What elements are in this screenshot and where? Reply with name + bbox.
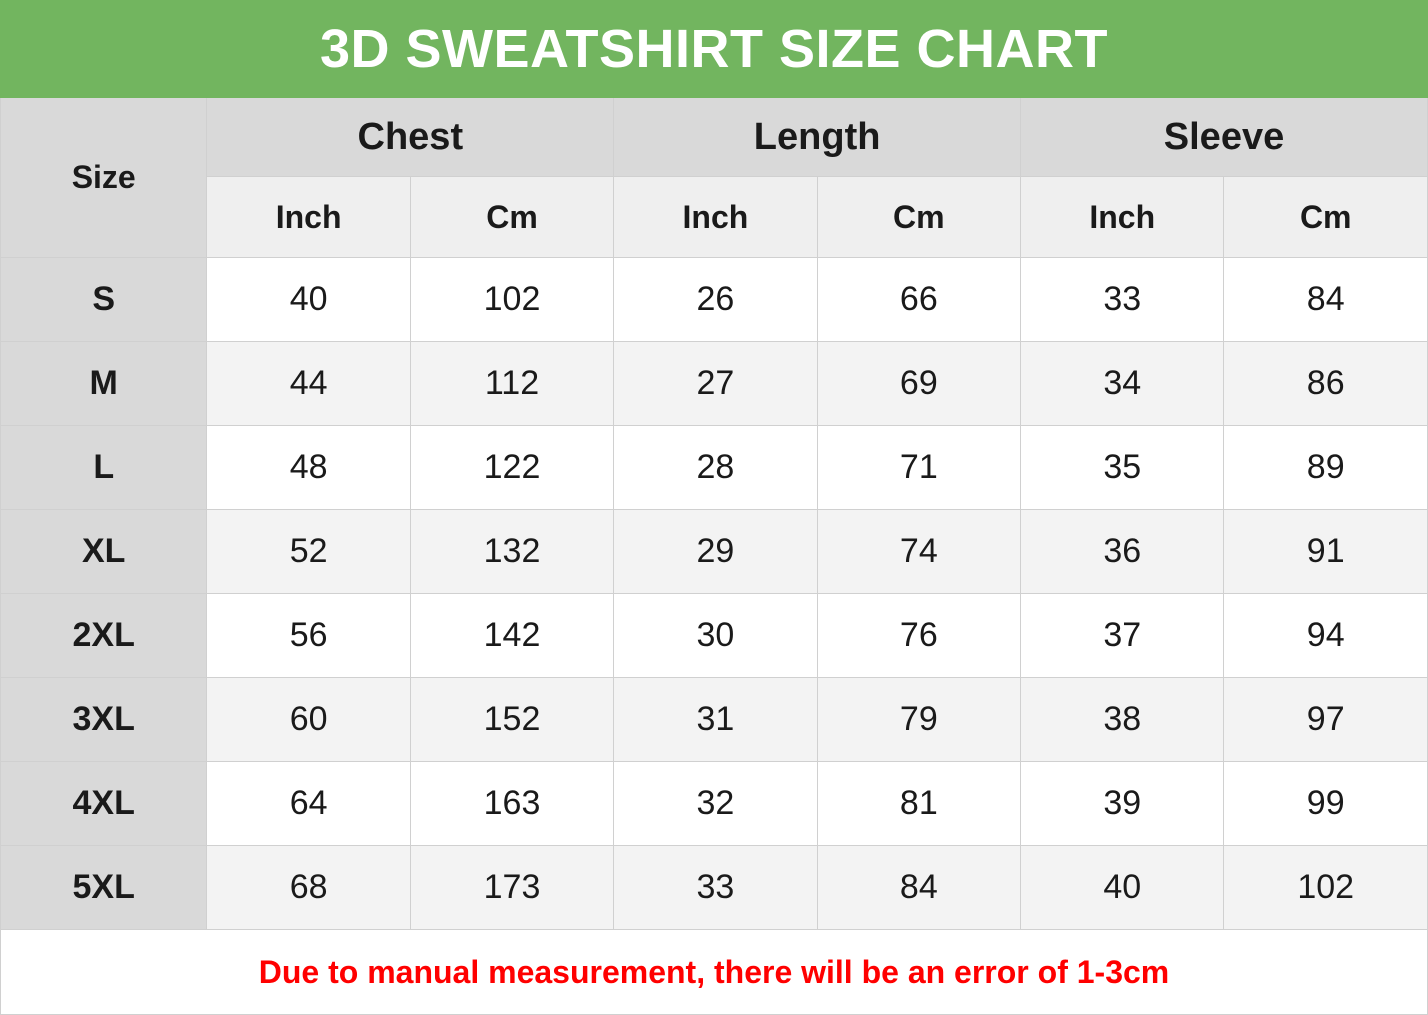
row-label: L bbox=[1, 426, 207, 510]
column-header-sleeve-inch: Inch bbox=[1021, 177, 1224, 258]
column-group-chest: Chest bbox=[207, 98, 614, 177]
column-header-chest-inch: Inch bbox=[207, 177, 410, 258]
measurement-note: Due to manual measurement, there will be an error of 1-3cm bbox=[1, 930, 1428, 1015]
cell-sleeve-cm: 102 bbox=[1224, 846, 1428, 930]
row-label: 5XL bbox=[1, 846, 207, 930]
cell-chest-cm: 152 bbox=[410, 678, 613, 762]
group-header-row bbox=[1, 98, 1428, 177]
table-row bbox=[1, 762, 1428, 846]
cell-chest-cm: 122 bbox=[410, 426, 613, 510]
cell-chest-inch: 44 bbox=[207, 342, 410, 426]
cell-chest-inch: 56 bbox=[207, 594, 410, 678]
cell-length-cm: 79 bbox=[817, 678, 1020, 762]
cell-length-cm: 66 bbox=[817, 258, 1020, 342]
cell-length-cm: 76 bbox=[817, 594, 1020, 678]
column-header-length-cm: Cm bbox=[817, 177, 1020, 258]
cell-length-inch: 27 bbox=[614, 342, 817, 426]
cell-sleeve-inch: 36 bbox=[1021, 510, 1224, 594]
column-header-sleeve-cm: Cm bbox=[1224, 177, 1428, 258]
cell-chest-cm: 112 bbox=[410, 342, 613, 426]
cell-sleeve-cm: 89 bbox=[1224, 426, 1428, 510]
cell-length-inch: 28 bbox=[614, 426, 817, 510]
cell-chest-inch: 60 bbox=[207, 678, 410, 762]
row-label: XL bbox=[1, 510, 207, 594]
cell-sleeve-cm: 84 bbox=[1224, 258, 1428, 342]
cell-length-inch: 29 bbox=[614, 510, 817, 594]
cell-chest-inch: 40 bbox=[207, 258, 410, 342]
cell-sleeve-cm: 91 bbox=[1224, 510, 1428, 594]
cell-chest-cm: 102 bbox=[410, 258, 613, 342]
table-row bbox=[1, 846, 1428, 930]
cell-sleeve-inch: 40 bbox=[1021, 846, 1224, 930]
footnote-row bbox=[1, 930, 1428, 1015]
page-title: 3D SWEATSHIRT SIZE CHART bbox=[1, 1, 1428, 98]
column-header-length-inch: Inch bbox=[614, 177, 817, 258]
cell-length-cm: 74 bbox=[817, 510, 1020, 594]
column-header-size: Size bbox=[1, 98, 207, 258]
cell-sleeve-cm: 97 bbox=[1224, 678, 1428, 762]
cell-length-inch: 30 bbox=[614, 594, 817, 678]
cell-length-inch: 33 bbox=[614, 846, 817, 930]
cell-chest-inch: 68 bbox=[207, 846, 410, 930]
table-row bbox=[1, 510, 1428, 594]
cell-length-inch: 31 bbox=[614, 678, 817, 762]
cell-chest-cm: 132 bbox=[410, 510, 613, 594]
table-row bbox=[1, 594, 1428, 678]
table-row bbox=[1, 342, 1428, 426]
cell-sleeve-inch: 34 bbox=[1021, 342, 1224, 426]
cell-chest-inch: 64 bbox=[207, 762, 410, 846]
cell-sleeve-inch: 38 bbox=[1021, 678, 1224, 762]
cell-sleeve-cm: 86 bbox=[1224, 342, 1428, 426]
cell-length-inch: 26 bbox=[614, 258, 817, 342]
table-row bbox=[1, 258, 1428, 342]
cell-sleeve-inch: 33 bbox=[1021, 258, 1224, 342]
row-label: S bbox=[1, 258, 207, 342]
cell-sleeve-cm: 99 bbox=[1224, 762, 1428, 846]
cell-length-cm: 84 bbox=[817, 846, 1020, 930]
cell-length-inch: 32 bbox=[614, 762, 817, 846]
cell-chest-cm: 142 bbox=[410, 594, 613, 678]
cell-chest-inch: 48 bbox=[207, 426, 410, 510]
cell-length-cm: 69 bbox=[817, 342, 1020, 426]
row-label: 2XL bbox=[1, 594, 207, 678]
cell-chest-cm: 163 bbox=[410, 762, 613, 846]
cell-chest-cm: 173 bbox=[410, 846, 613, 930]
chart-title-row bbox=[1, 1, 1428, 98]
column-group-sleeve: Sleeve bbox=[1021, 98, 1428, 177]
column-group-length: Length bbox=[614, 98, 1021, 177]
row-label: 4XL bbox=[1, 762, 207, 846]
cell-chest-inch: 52 bbox=[207, 510, 410, 594]
cell-sleeve-inch: 39 bbox=[1021, 762, 1224, 846]
table-row bbox=[1, 426, 1428, 510]
table-row bbox=[1, 678, 1428, 762]
cell-length-cm: 81 bbox=[817, 762, 1020, 846]
cell-sleeve-inch: 35 bbox=[1021, 426, 1224, 510]
row-label: M bbox=[1, 342, 207, 426]
cell-sleeve-cm: 94 bbox=[1224, 594, 1428, 678]
cell-length-cm: 71 bbox=[817, 426, 1020, 510]
cell-sleeve-inch: 37 bbox=[1021, 594, 1224, 678]
unit-header-row bbox=[1, 177, 1428, 258]
row-label: 3XL bbox=[1, 678, 207, 762]
column-header-chest-cm: Cm bbox=[410, 177, 613, 258]
